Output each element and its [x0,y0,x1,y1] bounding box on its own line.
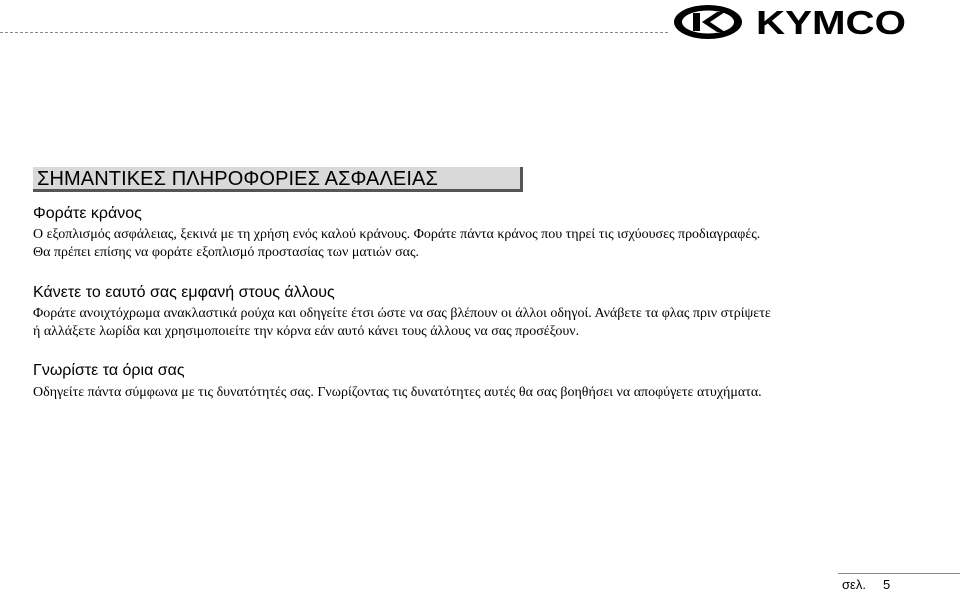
header-dashed-rule [0,32,668,33]
heading-limits: Γνωρίστε τα όρια σας [33,362,185,379]
section-title: ΣΗΜΑΝΤΙΚΕΣ ΠΛΗΡΟΦΟΡΙΕΣ ΑΣΦΑΛΕΙΑΣ [33,167,523,192]
text-line: ή αλλάξετε λωρίδα και χρησιμοποιείτε την κόρνα εάν αυτό κάνει τους άλλους να σας προσέξουν. [33,324,580,339]
text-line: Ο εξοπλισμός ασφάλειας, ξεκινά με τη χρήση ενός καλού κράνους. Φοράτε πάντα κράνος που τηρεί τις ισχύουσες προδιαγραφές. [33,227,761,242]
heading-helmet: Φοράτε κράνος [33,205,142,222]
kymco-logo-wordmark: KYMCO [756,4,906,41]
heading-visibility: Κάνετε το εαυτό σας εμφανή στους άλλους [33,284,335,301]
kymco-logo [672,2,912,42]
page-label: σελ. [842,577,866,592]
text-line: Φοράτε ανοιχτόχρωμα ανακλαστικά ρούχα και οδηγείτε έτσι ώστε να σας βλέπουν οι άλλοι οδηγοί. Ανάβετε τα φλας πριν στρίψετε [33,306,771,321]
page-number: 5 [883,577,891,592]
text-line: Θα πρέπει επίσης να φοράτε εξοπλισμό προστασίας των ματιών σας. [33,245,420,260]
footer-rule [838,573,960,574]
text-line: Οδηγείτε πάντα σύμφωνα με τις δυνατότητές σας. Γνωρίζοντας τις δυνατότητες αυτές θα σας βοηθήσει να αποφύγετε ατυχήματα. [33,385,762,400]
